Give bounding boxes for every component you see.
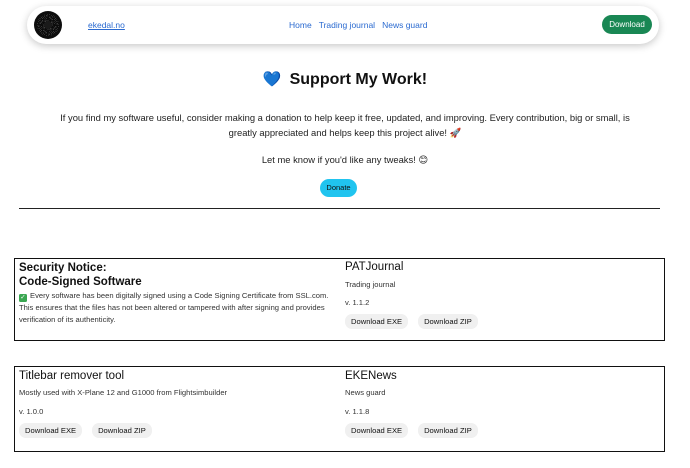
nav-trading-journal-link[interactable]: Trading journal xyxy=(318,20,376,30)
brand-link[interactable]: ekedal.no xyxy=(88,20,125,30)
logo-icon[interactable] xyxy=(34,11,62,39)
ekenews-subtitle: News guard xyxy=(345,388,386,397)
patjournal-title: PATJournal xyxy=(345,261,404,273)
ekenews-panel xyxy=(345,369,645,438)
patjournal-subtitle: Trading journal xyxy=(345,280,396,289)
donate-button[interactable]: Donate xyxy=(320,179,357,197)
ekenews-download-exe-button[interactable]: Download EXE xyxy=(345,423,408,438)
ekenews-download-zip-button[interactable]: Download ZIP xyxy=(418,423,478,438)
security-text-block xyxy=(19,290,341,326)
security-text: Every software has been digitally signed using a Code Signing Certificate from SSL.com. This ensures that the files has not been altered or tampered with after signing and provides verification of its authenticity. xyxy=(19,291,329,324)
titlebar-buttons xyxy=(19,423,341,438)
blue-heart-icon: 💙 xyxy=(262,71,282,88)
titlebar-version: v. 1.0.0 xyxy=(19,407,44,416)
download-button[interactable]: Download xyxy=(602,15,652,34)
nav-links xyxy=(289,20,427,30)
titlebar-title: Titlebar remover tool xyxy=(19,370,125,382)
support-title-text: Support My Work! xyxy=(289,71,428,88)
security-heading: Security Notice: xyxy=(19,262,107,274)
patjournal-panel xyxy=(345,260,645,329)
support-paragraph: If you find my software useful, consider making a donation to help keep it free, updated, and improving. Every contribution, big or small, is greatly appreciated and helps keep this project alive! 🚀 xyxy=(60,112,630,138)
software-card-row-1 xyxy=(14,258,665,341)
tweaks-text: Let me know if you'd like any tweaks! 😊 xyxy=(261,154,429,165)
ekenews-version: v. 1.1.8 xyxy=(345,407,370,416)
nav-news-guard-link[interactable]: News guard xyxy=(382,20,428,30)
security-notice xyxy=(19,261,341,326)
check-mark-icon: ✓ xyxy=(20,294,26,301)
code-signed-heading: Code-Signed Software xyxy=(19,276,142,288)
software-card-row-2 xyxy=(14,366,665,452)
patjournal-download-zip-button[interactable]: Download ZIP xyxy=(418,314,478,329)
titlebar-download-zip-button[interactable]: Download ZIP xyxy=(92,423,152,438)
section-divider xyxy=(19,208,660,209)
support-title xyxy=(0,70,690,89)
titlebar-remover-panel xyxy=(19,369,341,438)
ekenews-title: EKENews xyxy=(345,370,397,382)
nav-home-link[interactable]: Home xyxy=(289,20,312,30)
patjournal-download-exe-button[interactable]: Download EXE xyxy=(345,314,408,329)
top-navbar xyxy=(27,6,659,44)
titlebar-download-exe-button[interactable]: Download EXE xyxy=(19,423,82,438)
patjournal-version: v. 1.1.2 xyxy=(345,298,370,307)
patjournal-buttons xyxy=(345,314,645,329)
ekenews-buttons xyxy=(345,423,645,438)
titlebar-subtitle: Mostly used with X-Plane 12 and G1000 from Flightsimbuilder xyxy=(19,388,228,397)
